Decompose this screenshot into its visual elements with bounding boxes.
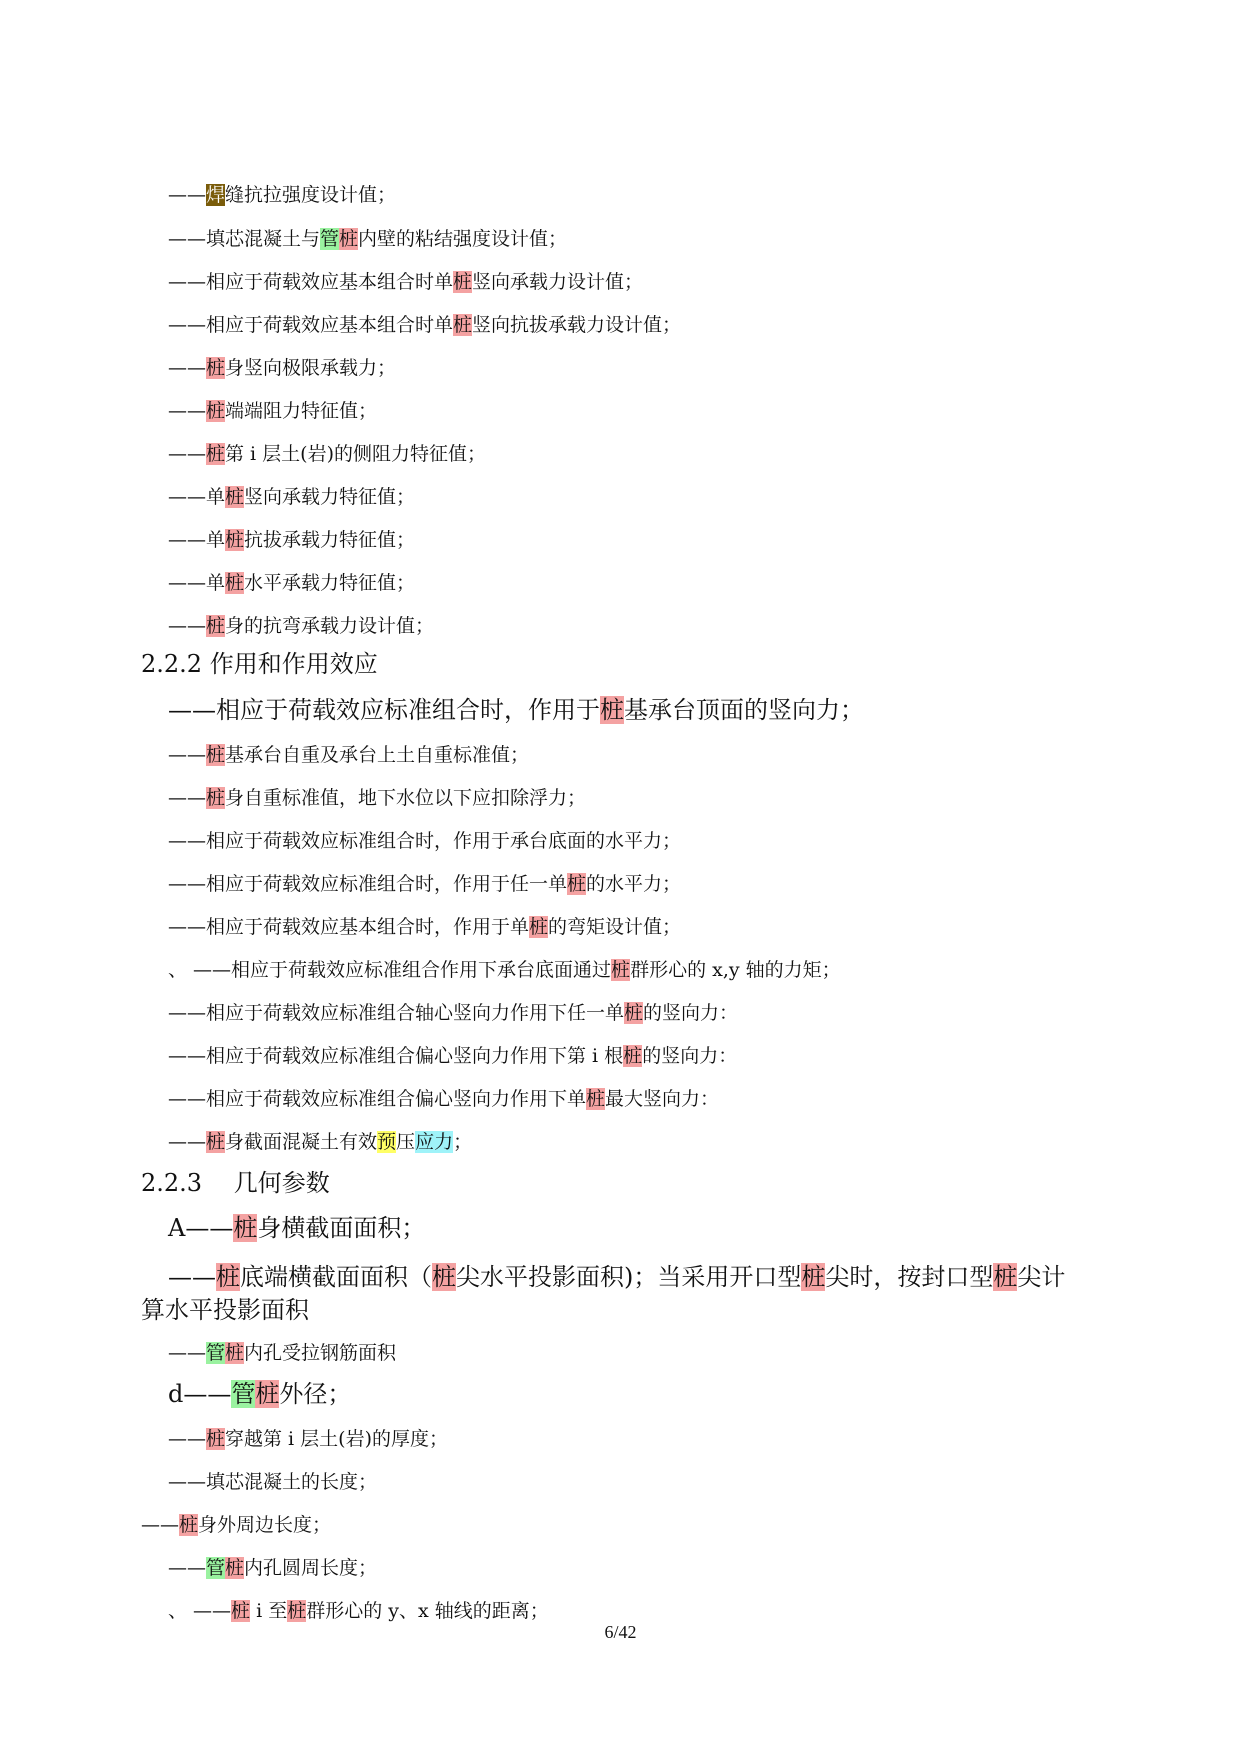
text-line [168, 398, 377, 424]
highlighted-term: 桩 [206, 744, 226, 766]
text-run: 水平承载力特征值； [244, 572, 416, 594]
text-run: 的竖向力： [642, 1045, 738, 1067]
text-run: 的弯矩设计值； [548, 916, 682, 938]
text-run: ——单 [168, 529, 226, 551]
text-run: —— [141, 1514, 179, 1536]
text-run: 、 —— [168, 1600, 232, 1622]
text-run: ——相应于荷载效应标准组合轴心竖向力作用下任一单 [168, 1002, 625, 1024]
text-run: —— [168, 1428, 206, 1450]
highlighted-term: 桩 [225, 1342, 245, 1364]
text-run: —— [168, 357, 206, 379]
section-heading [141, 1167, 330, 1199]
text-run: —— [168, 615, 206, 637]
text-run: ——相应于荷载效应标准组合偏心竖向力作用下单 [168, 1088, 587, 1110]
text-run: ——相应于荷载效应标准组合时，作用于 [168, 696, 600, 724]
highlighted-term: 桩 [225, 572, 245, 594]
text-line [168, 742, 529, 768]
text-line [168, 527, 415, 553]
text-run: ； [453, 1131, 473, 1153]
text-run: ——相应于荷载效应标准组合偏心竖向力作用下第 i 根 [168, 1045, 624, 1067]
highlighted-term: 桩 [611, 959, 631, 981]
text-run: ——相应于荷载效应标准组合时，作用于任一单 [168, 873, 568, 895]
highlighted-term: 桩 [993, 1263, 1018, 1291]
highlighted-term: 桩 [432, 1263, 456, 1291]
text-run: 底端横截面面积（ [240, 1263, 432, 1291]
highlighted-term: 管 [231, 1380, 256, 1408]
text-line [168, 570, 415, 596]
highlighted-term: 桩 [225, 529, 245, 551]
highlighted-term: 管 [206, 1557, 226, 1579]
text-run: ——相应于荷载效应标准组合时，作用于承台底面的水平力； [168, 830, 682, 852]
text-line [168, 914, 681, 940]
text-run: 2.2.2 作用和作用效应 [141, 650, 378, 678]
text-line [168, 1555, 377, 1581]
highlighted-term: 桩 [624, 1002, 644, 1024]
text-line [168, 312, 681, 338]
text-line [168, 828, 681, 854]
text-run: A—— [168, 1214, 234, 1242]
highlighted-term: 桩 [600, 696, 624, 724]
text-line [168, 355, 396, 381]
text-run: ——单 [168, 572, 226, 594]
text-run: 、 ——相应于荷载效应标准组合作用下承台底面通过 [168, 959, 612, 981]
text-line [141, 1294, 309, 1326]
highlighted-term: 桩 [206, 615, 226, 637]
text-run: 竖向承载力设计值； [472, 271, 644, 293]
text-run: —— [168, 1342, 206, 1364]
text-run: 算水平投影面积 [141, 1296, 309, 1324]
highlighted-term: 桩 [801, 1263, 826, 1291]
text-line [168, 1340, 396, 1366]
text-line [168, 957, 841, 983]
highlighted-term: 桩 [287, 1600, 307, 1622]
text-line [168, 1043, 737, 1069]
highlighted-term: 桩 [453, 271, 473, 293]
text-line [168, 1212, 425, 1244]
text-run: ——填芯混凝土的长度； [168, 1471, 378, 1493]
text-run: 身外周边长度； [198, 1514, 332, 1536]
text-run: 抗拔承载力特征值； [244, 529, 416, 551]
text-run: —— [168, 1557, 206, 1579]
text-run: 内壁的粘结强度设计值； [358, 228, 568, 250]
text-run: i 至 [250, 1600, 288, 1622]
text-run: 基承台顶面的竖向力； [624, 696, 864, 724]
text-run: ——填芯混凝土与 [168, 228, 321, 250]
text-run: 身截面混凝土有效 [225, 1131, 378, 1153]
highlighted-term: 桩 [206, 443, 226, 465]
text-line [168, 871, 681, 897]
text-run: ——相应于荷载效应基本组合时，作用于单 [168, 916, 530, 938]
highlighted-term: 桩 [529, 916, 549, 938]
highlighted-term: 桩 [586, 1088, 606, 1110]
text-run: —— [168, 1131, 206, 1153]
text-line [168, 1378, 351, 1410]
text-run: —— [168, 184, 206, 206]
text-run: 身竖向极限承载力； [225, 357, 397, 379]
text-run: 身横截面面积； [257, 1214, 426, 1242]
text-run: 内孔受拉钢筋面积 [244, 1342, 397, 1364]
highlighted-term: 桩 [453, 314, 473, 336]
highlighted-term: 桩 [623, 1045, 643, 1067]
text-run: 尖计 [1017, 1263, 1066, 1291]
text-line [168, 1426, 448, 1452]
text-run: 身自重标准值，地下水位以下应扣除浮力； [225, 787, 587, 809]
highlighted-term: 桩 [179, 1514, 199, 1536]
highlighted-term: 桩 [339, 228, 359, 250]
text-run: 外径； [279, 1380, 352, 1408]
highlighted-term: 桩 [233, 1214, 258, 1242]
text-line [168, 1086, 719, 1112]
text-run: ——相应于荷载效应基本组合时单 [168, 314, 454, 336]
text-line [168, 441, 486, 467]
highlighted-term: 桩 [206, 357, 226, 379]
section-heading [141, 648, 378, 680]
text-run: 压 [396, 1131, 416, 1153]
text-run: 群形心的 y、x 轴线的距离； [306, 1600, 549, 1622]
page-number: 6/42 [604, 1622, 637, 1642]
text-run: 第 i 层土(岩)的侧阻力特征值； [225, 443, 486, 465]
text-run: d—— [168, 1380, 232, 1408]
text-line [168, 484, 415, 510]
text-line [168, 269, 643, 295]
highlighted-term: 桩 [567, 873, 587, 895]
text-line [168, 1000, 738, 1026]
highlighted-term: 桩 [231, 1600, 251, 1622]
text-run: —— [168, 443, 206, 465]
text-line [168, 1598, 549, 1624]
text-run: 最大竖向力： [605, 1088, 720, 1110]
text-run: 缝抗拉强度设计值； [225, 184, 397, 206]
text-run: —— [168, 1263, 216, 1291]
text-run: 的竖向力： [643, 1002, 739, 1024]
text-line [168, 226, 567, 252]
highlighted-term: 管 [320, 228, 340, 250]
highlighted-term: 桩 [206, 787, 226, 809]
text-run: 竖向抗拔承载力设计值； [472, 314, 682, 336]
highlighted-term: 桩 [206, 1131, 226, 1153]
highlighted-term: 桩 [225, 486, 245, 508]
text-line [168, 1261, 1065, 1293]
highlighted-term: 焊 [206, 184, 226, 206]
text-run: 基承台自重及承台上土自重标准值； [225, 744, 530, 766]
highlighted-term: 桩 [216, 1263, 240, 1291]
text-run: 群形心的 x,y 轴的力矩； [630, 959, 841, 981]
text-run: ——单 [168, 486, 226, 508]
text-run: 端端阻力特征值； [225, 400, 378, 422]
text-run: 竖向承载力特征值； [244, 486, 416, 508]
text-line [168, 1129, 472, 1155]
text-line [168, 613, 434, 639]
text-run: —— [168, 744, 206, 766]
highlighted-term: 桩 [206, 400, 226, 422]
text-run: 内孔圆周长度； [244, 1557, 378, 1579]
highlighted-term: 管 [206, 1342, 226, 1364]
text-line [168, 785, 586, 811]
text-line [168, 694, 864, 726]
text-line [141, 1512, 331, 1538]
highlighted-term: 应力 [415, 1131, 454, 1153]
text-run: ——相应于荷载效应基本组合时单 [168, 271, 454, 293]
text-line [168, 1469, 377, 1495]
text-run: 尖时，按封口型 [825, 1263, 994, 1291]
text-run: 尖水平投影面积)；当采用开口型 [456, 1263, 802, 1291]
highlighted-term: 桩 [206, 1428, 226, 1450]
highlighted-term: 桩 [255, 1380, 280, 1408]
text-run: 2.2.3 几何参数 [141, 1169, 330, 1197]
text-run: 的水平力； [586, 873, 682, 895]
text-run: 穿越第 i 层土(岩)的厚度； [225, 1428, 448, 1450]
text-run: —— [168, 787, 206, 809]
text-line [168, 182, 396, 208]
highlighted-term: 桩 [225, 1557, 245, 1579]
text-run: 身的抗弯承载力设计值； [225, 615, 435, 637]
text-run: —— [168, 400, 206, 422]
highlighted-term: 预 [377, 1131, 397, 1153]
